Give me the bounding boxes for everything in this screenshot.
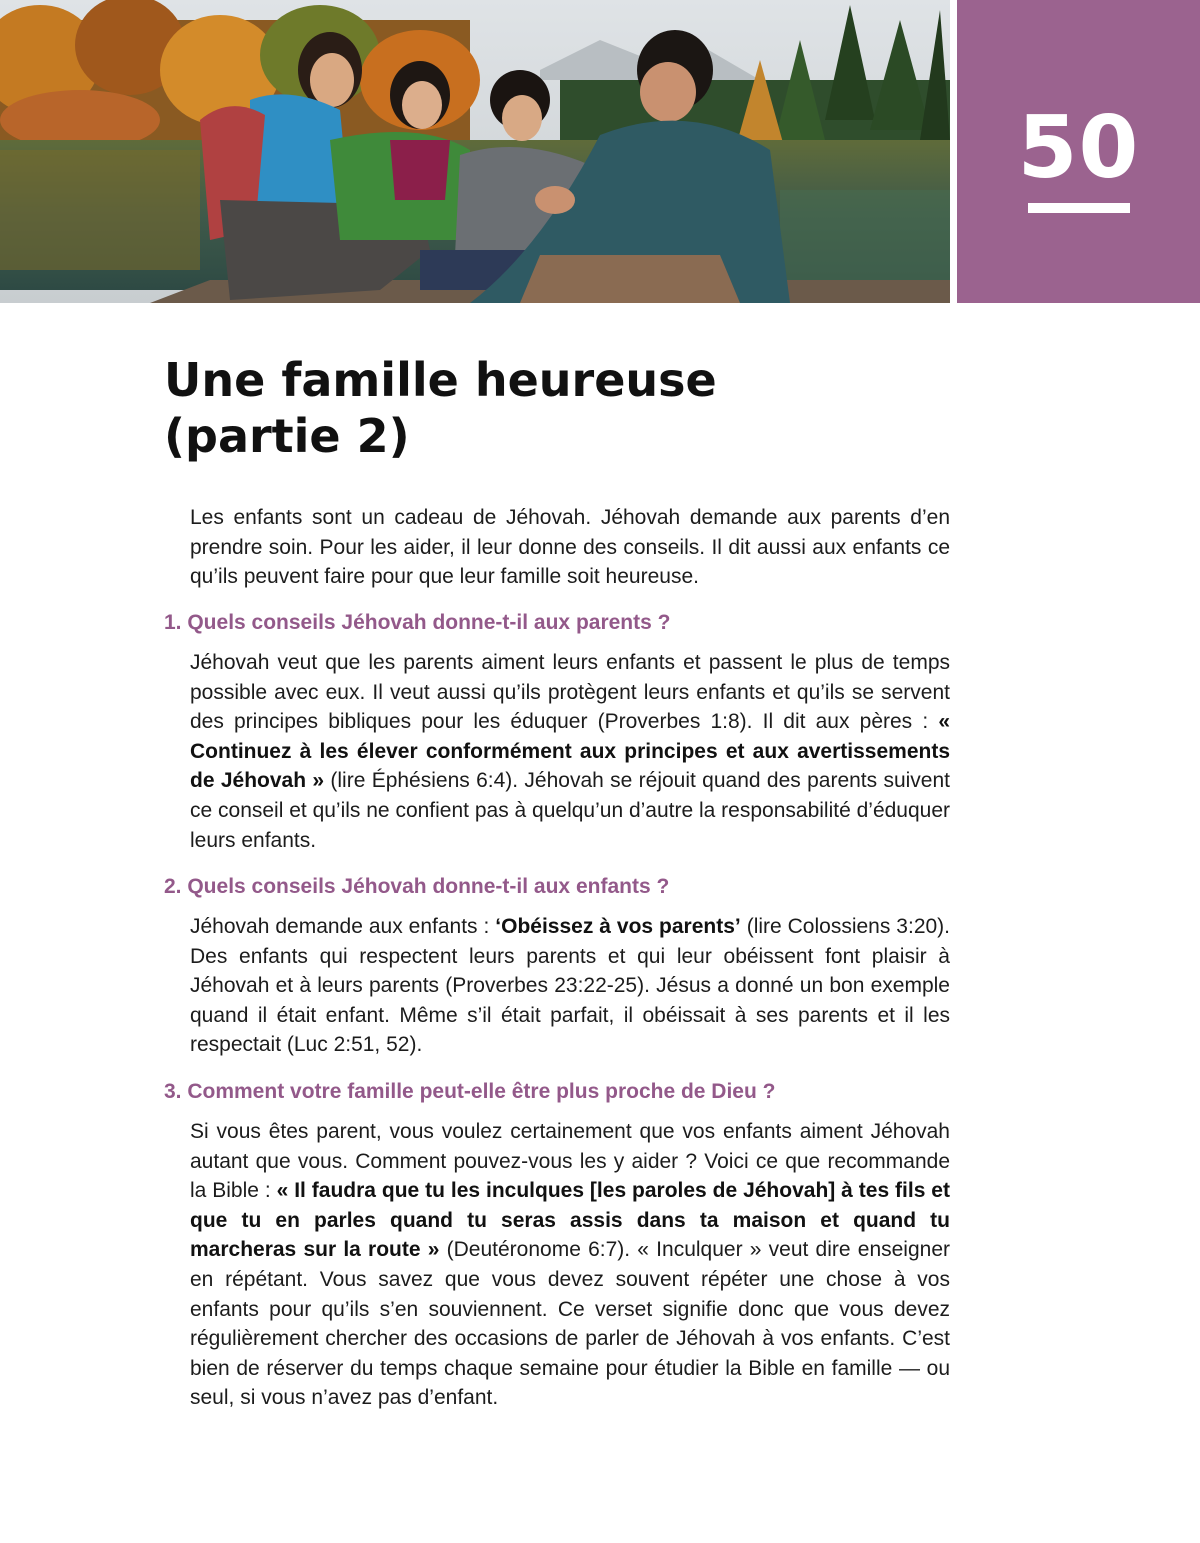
answer-1-text-b: (lire Éphésiens 6:4). Jéhovah se réjouit quand des parents suivent ce conseil et qu’ils ne confient pas à quelqu’un d’autre la responsabilité d’éduquer leurs enfants.	[190, 769, 951, 852]
answer-2-text-b: (lire Colossiens 3:20). Des enfants qui respectent leurs parents et qui leur obéissent font plaisir à Jéhovah et à leurs parents (Proverbes 23:22-25). Jésus a donné un bon exemple quand il était enfant. Même s’il était parfait, il obéissait à ses parents et il les respectait (Luc 2:51, 52).	[190, 915, 951, 1057]
chapter-number: 50	[1017, 98, 1140, 198]
answer-1-text-a: Jéhovah veut que les parents aiment leurs enfants et passent le plus de temps possible avec eux. Il veut aussi qu’ils protègent leurs enfants et qu’ils se servent des principes bibliques pour les éduquer (Proverbes 1:8). Il dit aux pères :	[190, 651, 950, 734]
question-3: 3. Comment votre famille peut-elle être plus proche de Dieu ?	[164, 1080, 776, 1103]
answer-3	[190, 1117, 950, 1413]
chapter-underline	[1028, 203, 1130, 213]
intro-paragraph: Les enfants sont un cadeau de Jéhovah. Jéhovah demande aux parents d’en prendre soin. Pour les aider, il leur donne des conseils. Il dit aussi aux enfants ce qu’ils peuvent faire pour que leur famille soit heureuse.	[190, 506, 950, 589]
header-photo	[0, 0, 950, 303]
answer-3-text-a: Si vous êtes parent, vous voulez certainement que vos enfants aiment Jéhovah autant que vous. Comment pouvez-vous les y aider ? Voici ce que recommande la Bible :	[190, 1120, 950, 1203]
page-title	[164, 352, 864, 464]
answer-3-text-b: (Deutéronome 6:7). « Inculquer » veut dire enseigner en répétant. Vous savez que vous devez souvent répéter une chose à vos enfants pour qu’ils s’en souviennent. Ce verset signifie donc que vous devez régulièrement chercher des occasions de parler de Jéhovah à vos enfants. C’est bien de réserver du temps chaque semaine pour étudier la Bible en famille — ou seul, si vous n’avez pas d’enfant.	[190, 1238, 951, 1410]
answer-2-quote: ‘Obéissez à vos parents’	[495, 915, 741, 938]
answer-1-quote: « Continuez à les élever conformément aux principes et aux avertissements de Jéhovah »	[190, 710, 950, 793]
answer-1	[190, 648, 950, 855]
answer-3-quote: « Il faudra que tu les inculques [les paroles de Jéhovah] à tes fils et que tu en parles quand tu seras assis dans ta maison et quand tu marcheras sur la route »	[190, 1179, 950, 1262]
question-2: 2. Quels conseils Jéhovah donne-t-il aux enfants ?	[164, 875, 670, 898]
title-line-1: Une famille heureuse	[164, 353, 717, 407]
answer-2-text-a: Jéhovah demande aux enfants :	[190, 915, 496, 938]
question-1: 1. Quels conseils Jéhovah donne-t-il aux parents ?	[164, 611, 671, 634]
answer-2	[190, 912, 950, 1060]
title-line-2: (partie 2)	[164, 409, 410, 463]
chapter-badge	[957, 0, 1200, 303]
